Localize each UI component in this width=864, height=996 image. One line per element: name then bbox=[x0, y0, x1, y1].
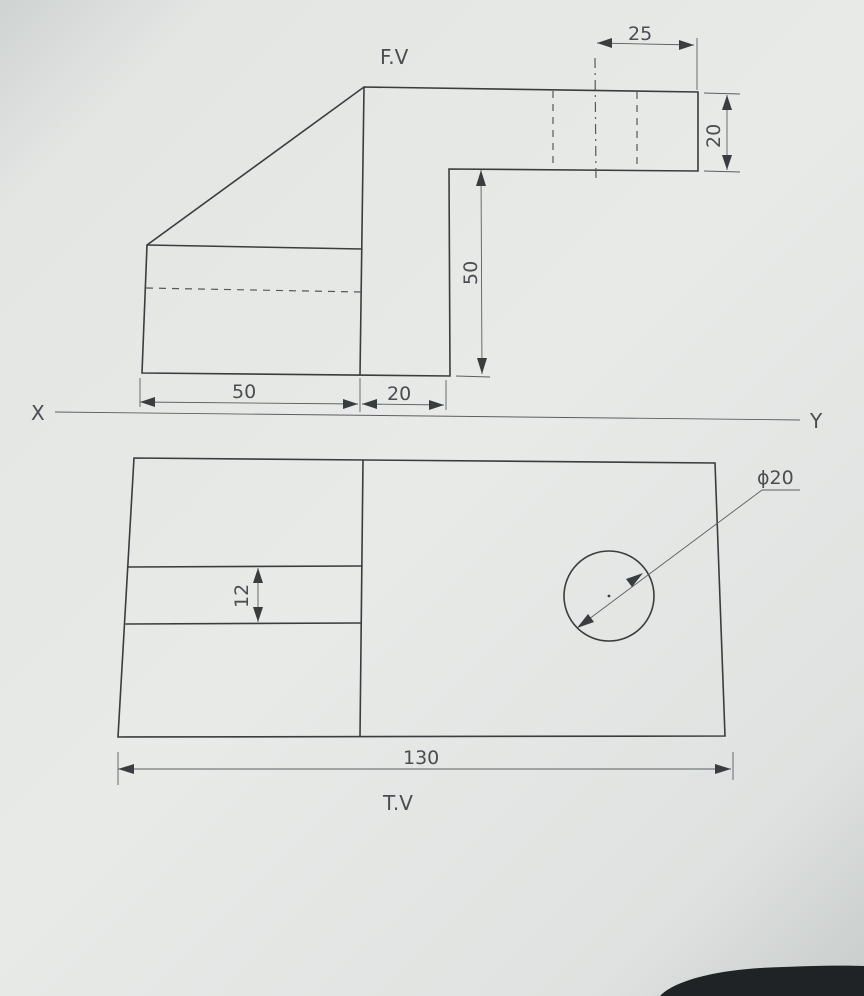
axis-x-label: X bbox=[31, 401, 45, 425]
front-view-hole-centerline bbox=[595, 58, 596, 180]
dim-arm-thickness bbox=[703, 93, 740, 172]
dim-overall-length-text: 130 bbox=[403, 747, 440, 769]
top-view-hole-center bbox=[608, 595, 611, 598]
top-view-outline bbox=[118, 458, 725, 737]
front-view bbox=[142, 58, 698, 376]
top-view-slot-top bbox=[128, 566, 362, 567]
front-view-label: F.V bbox=[380, 45, 409, 69]
front-view-hidden-slot bbox=[146, 288, 361, 292]
front-view-outline bbox=[142, 87, 698, 376]
dim-mid-width bbox=[362, 380, 446, 410]
corner-shadow bbox=[660, 966, 864, 996]
xy-line bbox=[31, 401, 823, 433]
top-view-slot-bottom bbox=[126, 623, 361, 624]
top-view-divider bbox=[360, 460, 363, 736]
dim-step-height-text: 50 bbox=[460, 260, 482, 285]
dim-hole-spacing bbox=[597, 23, 697, 90]
dim-hole-diameter-text: ϕ20 bbox=[757, 467, 794, 489]
dim-arm-thickness-text: 20 bbox=[703, 123, 725, 148]
dim-step-height bbox=[456, 170, 490, 377]
dim-hole-spacing-text: 25 bbox=[628, 23, 653, 45]
dim-mid-width-text: 20 bbox=[387, 383, 412, 405]
front-view-divider bbox=[360, 87, 364, 375]
front-view-step-line bbox=[147, 245, 362, 249]
dim-hole-diameter bbox=[577, 467, 800, 628]
dim-overall-length bbox=[118, 747, 733, 785]
top-view-label: T.V bbox=[383, 791, 413, 815]
dim-slot-width bbox=[231, 568, 263, 622]
dim-left-width bbox=[140, 378, 360, 412]
axis-y-label: Y bbox=[810, 409, 823, 433]
dim-slot-width-text: 12 bbox=[231, 583, 253, 608]
top-view bbox=[118, 458, 725, 737]
dim-left-width-text: 50 bbox=[232, 381, 257, 403]
